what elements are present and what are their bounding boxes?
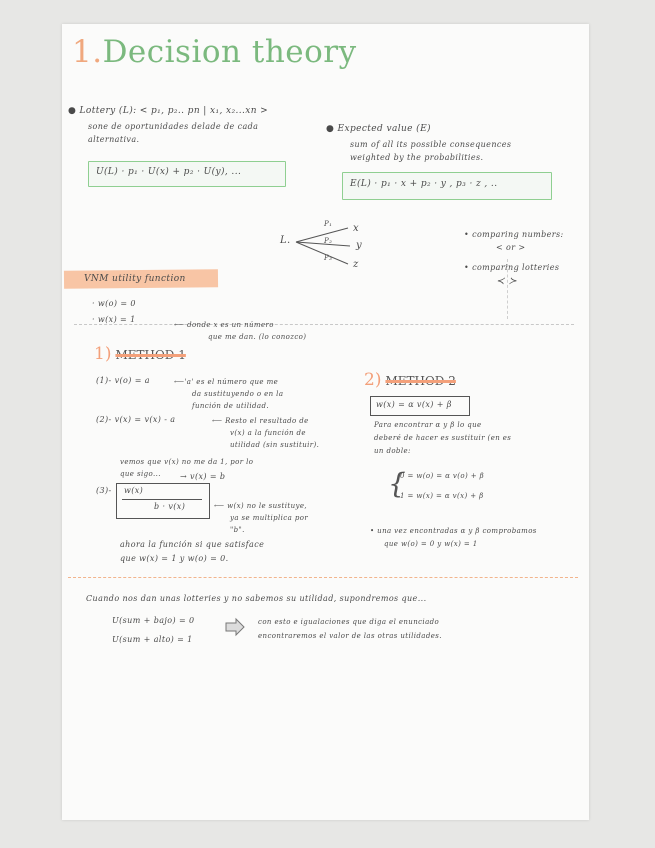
vnm-heading: VNM utility function [84,274,186,284]
tree-prob-label: P₂ [324,237,333,245]
lottery-definition [68,106,268,116]
method2-description: Para encontrar α y β lo que [374,421,482,429]
method1-step2-text: que sigo... [120,470,161,478]
vnm-note: que me dan. (lo conozco) [208,333,307,341]
tree-prob-label: P₁ [324,220,333,228]
arrow-left-icon: ⟵ [212,417,226,425]
page-title [72,34,357,70]
method1-step1-note: ⟵'a' es el número que me [174,378,279,386]
method1-step2-result: → v(x) = b [180,472,226,481]
lottery-description: alternativa. [88,135,140,144]
method1-heading: 1) METHOD 1 [94,344,186,364]
method1-conclusion: que w(x) = 1 y w(o) = 0. [120,554,229,563]
method1-step3-note: "b". [230,526,245,534]
bullet-icon: ● [68,106,80,116]
method2-conclusion: que w(o) = 0 y w(x) = 1 [384,540,478,548]
method1-step1: (1)- v(o) = a [96,376,150,385]
method1-step2-note: ⟵ Resto el resultado de [212,417,309,425]
method1-step2-note: utilidad (sin sustituir). [230,441,320,449]
method2-description: un doble: [374,447,411,455]
section-divider [68,577,578,578]
title-number: 1. [72,34,103,70]
method2-conclusion: • una vez encontradas α y β comprobamos [370,527,537,535]
expected-value-description: weighted by the probabilities. [350,153,484,162]
method2-equation: 0 = w(o) = α v(o) + β [400,472,485,480]
method1-step2: (2)- v(x) = v(x) - a [96,415,176,424]
system-brace-icon: { [388,467,407,500]
method1-step3-note: ya se multiplica por [230,514,309,522]
bottom-description: con esto e igualaciones que diga el enunciado [258,618,440,626]
lottery-line: Lottery (L): < p₁, p₂.. pn | x₁, x₂...xn > [79,106,269,116]
lottery-tree-diagram [286,220,396,280]
method2-heading: 2) METHOD 2 [364,370,456,390]
comparing-lotteries-symbols: ≺ ≻ [496,276,518,287]
vnm-note: ⟵ donde x es un número [174,321,274,329]
arrow-left-icon: ⟵ [214,502,228,510]
bullet-icon: • [464,230,473,239]
vnm-wx: · w(x) = 1 [92,315,136,324]
bullet-icon: • [370,527,378,535]
method1-step1-note: da sustituyendo o en la [192,390,284,398]
vnm-w0: · w(o) = 0 [92,299,136,308]
method2-formula: w(x) = α v(x) + β [376,400,452,409]
arrow-left-icon: ⟵ [174,378,185,386]
tree-prob-label: P₃ [324,254,333,262]
bottom-utility: U(sum + bajo) = 0 [112,616,195,625]
tree-outcome-label: z [353,259,359,270]
fraction-bar [122,499,202,500]
lottery-description: sone de oportunidades delade de cada [88,122,259,131]
bottom-description: encontraremos el valor de las otras utilidades. [258,632,442,640]
method1-fraction-denominator: b · v(x) [154,502,186,511]
bullet-icon: • [464,263,473,272]
double-arrow-icon [224,618,246,636]
expected-value-heading: ● Expected value (E) [326,124,431,134]
bullet-icon: ● [326,124,338,134]
notebook-page [62,24,589,820]
comparing-numbers-symbols: < or > [496,243,526,252]
method1-step3-note: ⟵ w(x) no le sustituye, [214,502,308,510]
method1-step1-note: función de utilidad. [192,402,269,410]
bottom-intro: Cuando nos dan unas lotteries y no sabemos su utilidad, supondremos que... [86,594,427,603]
method2-description: deberé de hacer es sustituir (en es [374,434,512,442]
comparing-lotteries-note: • comparing lotteries [464,263,560,272]
method1-step2-note: v(x) a la función de [230,429,306,437]
tree-outcome-label: x [353,223,360,234]
lottery-formula: U(L) · p₁ · U(x) + p₂ · U(y), ... [96,167,242,177]
tree-outcome-label: y [356,240,363,251]
expected-formula: E(L) · p₁ · x + p₂ · y , p₃ · z , .. [350,179,498,189]
arrow-left-icon: ⟵ [174,321,188,329]
bottom-utility: U(sum + alto) = 1 [112,635,193,644]
method1-step2-text: vemos que v(x) no me da 1, por lo [120,458,254,466]
expected-value-description: sum of all its possible consequences [350,140,512,149]
tree-root-label: L. [280,235,291,246]
divider-line [74,324,574,325]
method1-conclusion: ahora la función si que satisface [120,540,265,549]
title-text: Decision theory [102,34,357,70]
method1-fraction-numerator: w(x) [124,486,144,495]
method1-step3: (3)- [96,486,112,495]
comparing-numbers-note: • comparing numbers: [464,230,564,239]
method2-equation: 1 = w(x) = α v(x) + β [400,492,484,500]
